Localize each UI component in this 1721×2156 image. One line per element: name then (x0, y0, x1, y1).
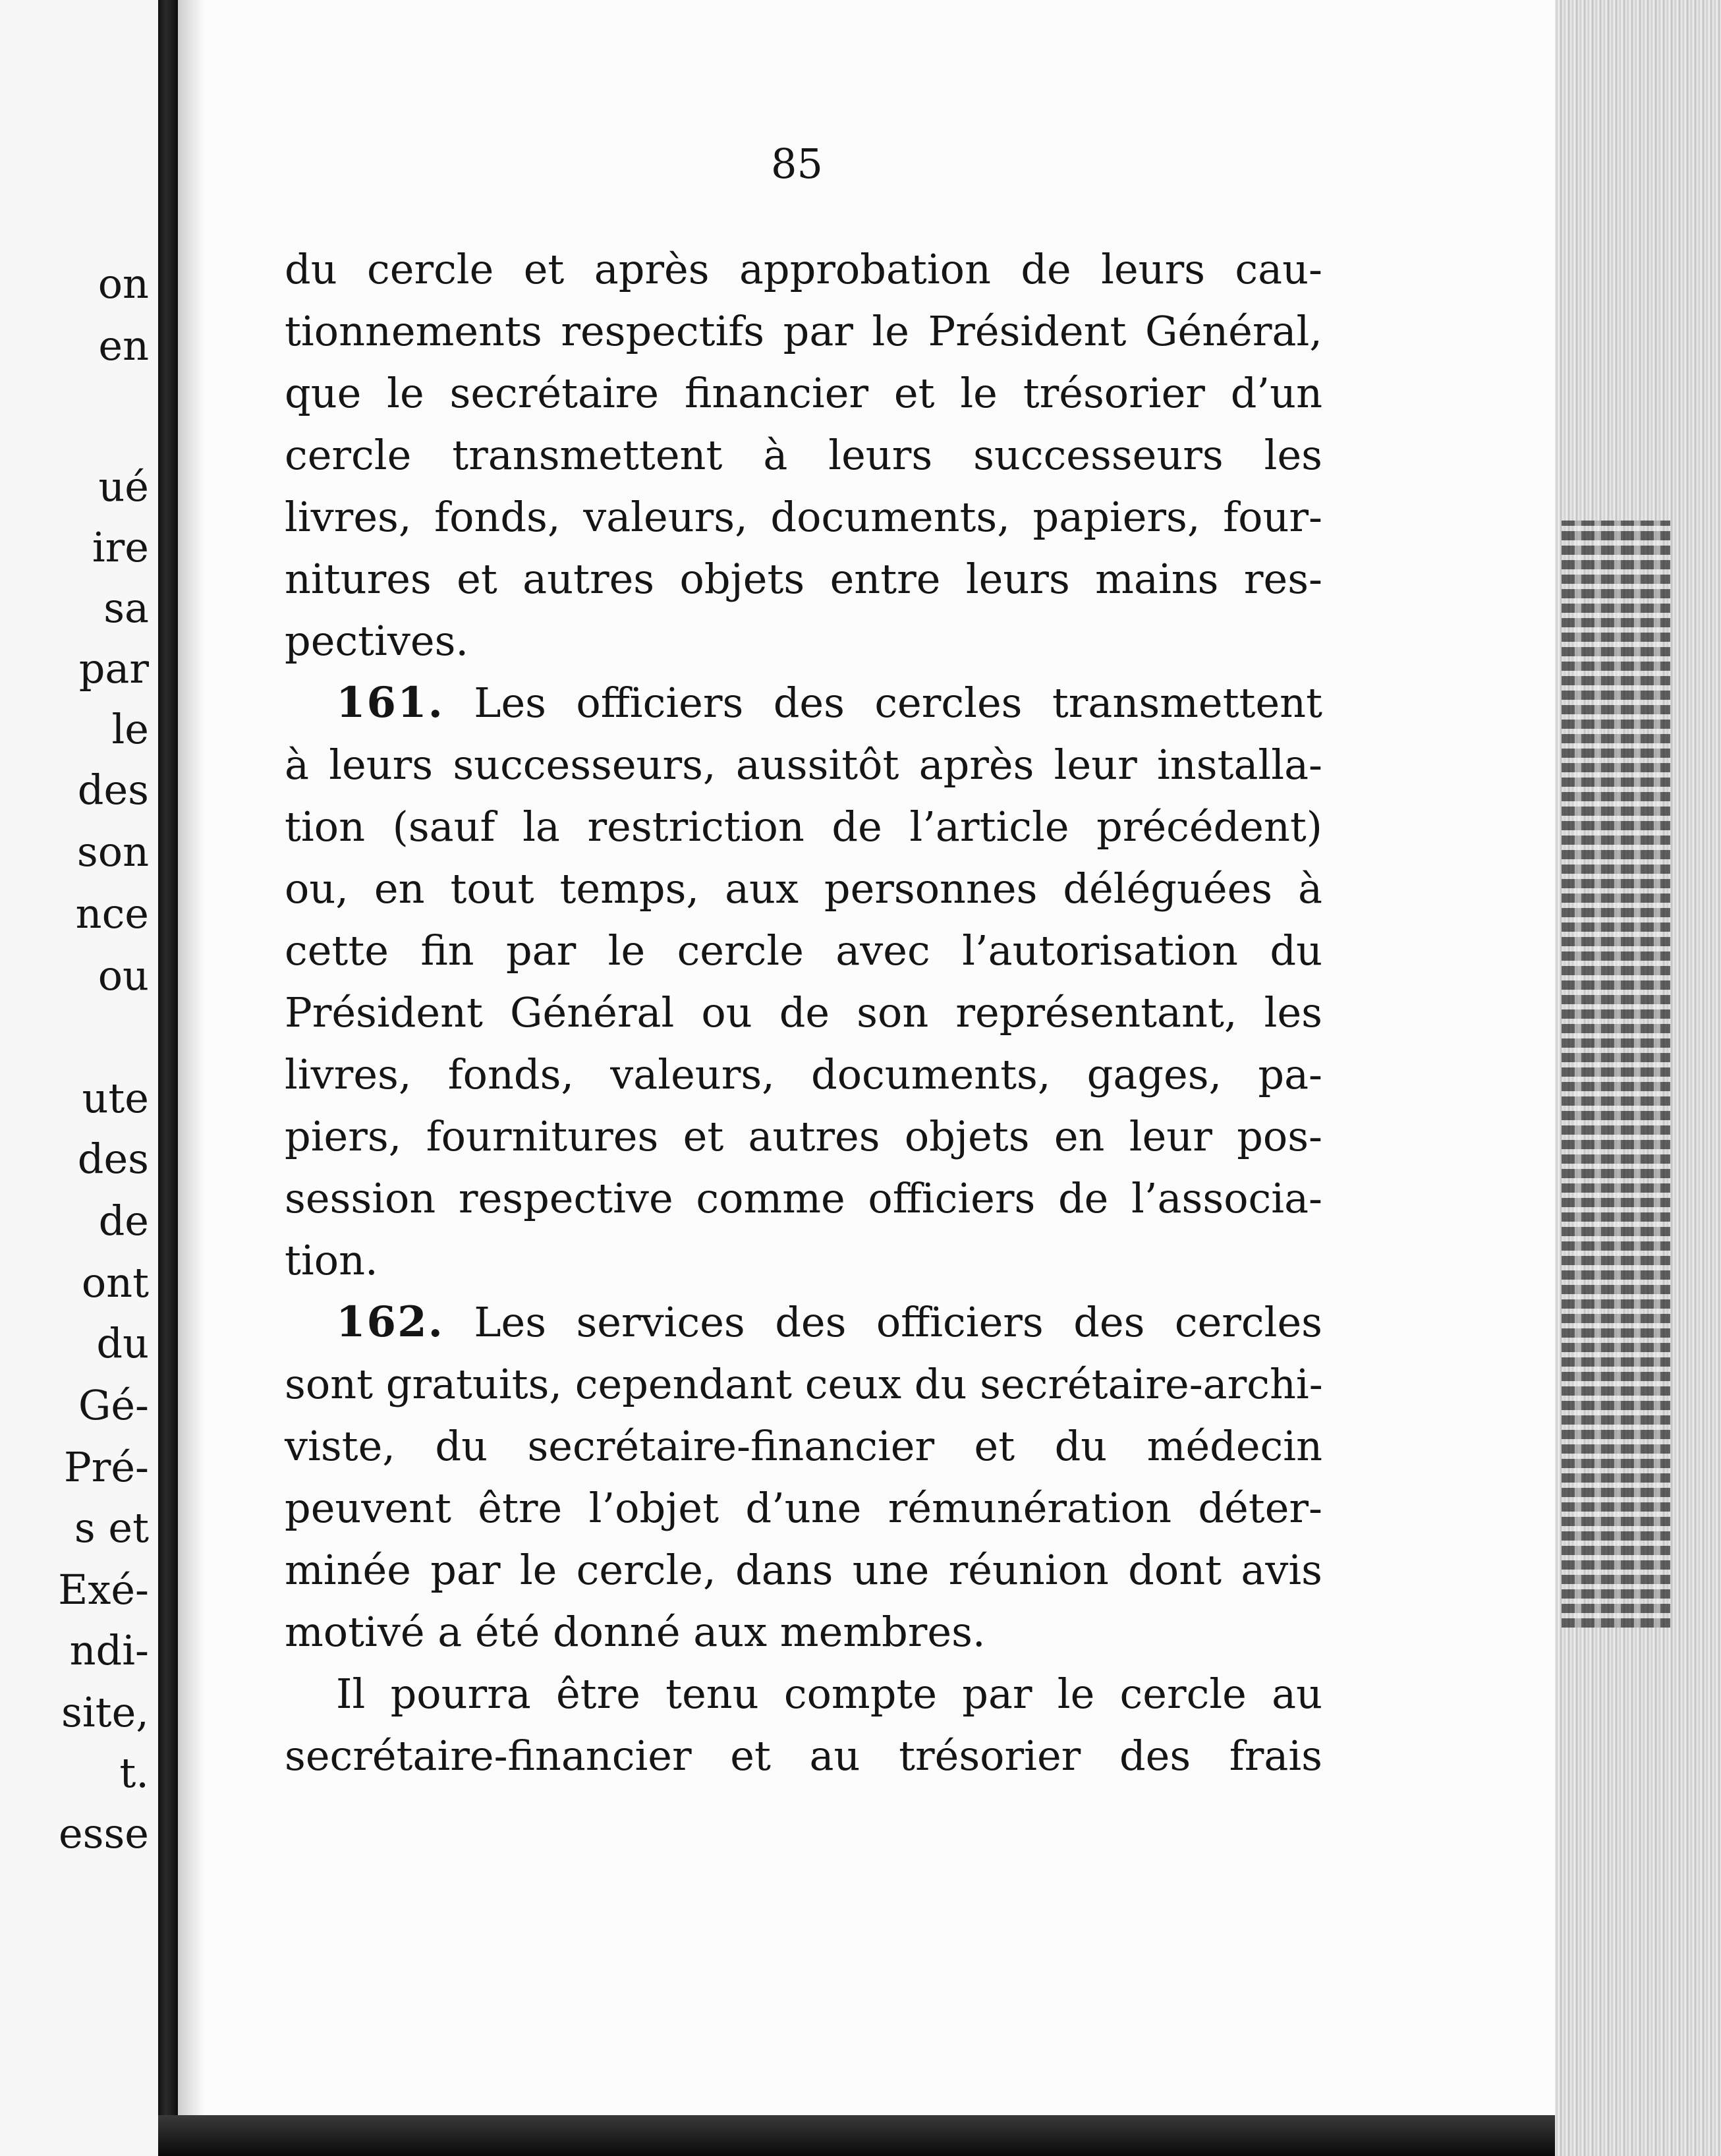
facing-page-fragment: Gé- (78, 1381, 149, 1429)
line-text: session respective comme officiers de l’associa- (285, 1174, 1322, 1222)
facing-page (0, 0, 158, 2156)
body-text (285, 239, 1322, 1787)
line-text: ou, en tout temps, aux personnes déléguées à (285, 865, 1322, 913)
section-number: 161. (336, 678, 444, 727)
facing-page-fragment: des (77, 1135, 149, 1183)
line-text: Les services des officiers des cercles (443, 1298, 1322, 1346)
facing-page-fragment: ont (81, 1259, 149, 1307)
line-text: viste, du secrétaire-financier et du médecin (285, 1422, 1322, 1470)
line-text: du cercle et après approbation de leurs cau- (285, 245, 1322, 293)
text-line (285, 548, 1322, 610)
section-first-line (285, 1291, 1322, 1353)
facing-page-fragment: sa (103, 584, 149, 632)
facing-page-fragment: Exé- (58, 1566, 149, 1614)
line-text: tionnements respectifs par le Président Général, (285, 307, 1322, 355)
text-line (285, 1230, 1322, 1291)
gutter-shadow (178, 0, 204, 2122)
text-line (285, 362, 1322, 424)
text-line (285, 858, 1322, 920)
text-line (285, 1353, 1322, 1415)
text-line (285, 1725, 1322, 1787)
text-line (285, 1539, 1322, 1601)
facing-page-fragment: s et (74, 1504, 149, 1552)
facing-page-fragment: le (111, 705, 149, 753)
facing-page-fragment: par (78, 644, 149, 693)
line-text: que le secrétaire financier et le trésorier d’un (285, 369, 1322, 417)
section-first-line (285, 672, 1322, 734)
line-text: peuvent être l’objet d’une rémunération déter- (285, 1484, 1322, 1532)
facing-page-fragment: esse (58, 1809, 149, 1858)
line-text: motivé a été donné aux membres. (285, 1608, 986, 1656)
facing-page-fragment: son (76, 828, 149, 876)
text-line (285, 239, 1322, 300)
line-text: Les officiers des cercles transmettent (443, 679, 1322, 727)
text-line (285, 1106, 1322, 1168)
text-line (285, 1044, 1322, 1106)
text-line (285, 486, 1322, 548)
scan-bottom-border (158, 2115, 1555, 2156)
text-line (285, 300, 1322, 362)
text-line (285, 610, 1322, 672)
line-text: minée par le cercle, dans une réunion dont avis (285, 1546, 1322, 1594)
facing-page-fragment: de (98, 1197, 149, 1245)
facing-page-fragment: t. (119, 1749, 149, 1797)
line-text: tion. (285, 1236, 378, 1284)
facing-page-fragment: ué (98, 463, 149, 511)
line-text: cercle transmettent à leurs successeurs les (285, 431, 1322, 479)
facing-page-fragment: ou (98, 951, 149, 1000)
facing-page-fragment: en (98, 322, 149, 370)
page-number: 85 (771, 140, 823, 188)
facing-page-fragment: Pré- (64, 1443, 149, 1491)
facing-page-fragment: des (77, 766, 149, 814)
line-text: tion (sauf la restriction de l’article précédent) (285, 803, 1322, 851)
line-text: livres, fonds, valeurs, documents, papiers, four- (285, 493, 1322, 541)
facing-page-fragment: ute (82, 1074, 149, 1122)
book-gutter (158, 0, 178, 2122)
facing-page-fragment: nce (75, 890, 149, 938)
text-line (285, 920, 1322, 982)
text-line (285, 1415, 1322, 1477)
line-text: à leurs successeurs, aussitôt après leur installa- (285, 741, 1322, 789)
line-text: nitures et autres objets entre leurs mains res- (285, 555, 1322, 603)
edge-stamp-marks (1562, 521, 1670, 1628)
facing-page-fragment: ndi- (69, 1626, 149, 1674)
facing-page-fragment: site, (61, 1688, 149, 1736)
text-line (285, 982, 1322, 1044)
text-line (285, 1601, 1322, 1663)
facing-page-fragment: ire (92, 523, 149, 571)
facing-page-fragment: du (96, 1319, 149, 1367)
text-line (285, 1477, 1322, 1539)
text-line (285, 734, 1322, 796)
line-text: pectives. (285, 617, 469, 665)
text-line (285, 424, 1322, 486)
line-text: Président Général ou de son représentant, les (285, 988, 1322, 1036)
line-text: cette fin par le cercle avec l’autorisation du (285, 926, 1322, 975)
section-number: 162. (336, 1297, 444, 1347)
line-text: livres, fonds, valeurs, documents, gages, pa- (285, 1050, 1322, 1098)
text-line (285, 1168, 1322, 1230)
line-text: piers, fournitures et autres objets en leur pos- (285, 1112, 1322, 1160)
line-text: Il pourra être tenu compte par le cercle au (336, 1670, 1322, 1718)
text-line (285, 796, 1322, 858)
line-text: secrétaire-financier et au trésorier des frais (285, 1732, 1322, 1780)
line-text: sont gratuits, cependant ceux du secrétaire-archi- (285, 1360, 1323, 1408)
facing-page-fragment: on (98, 260, 149, 308)
text-line (285, 1663, 1322, 1725)
